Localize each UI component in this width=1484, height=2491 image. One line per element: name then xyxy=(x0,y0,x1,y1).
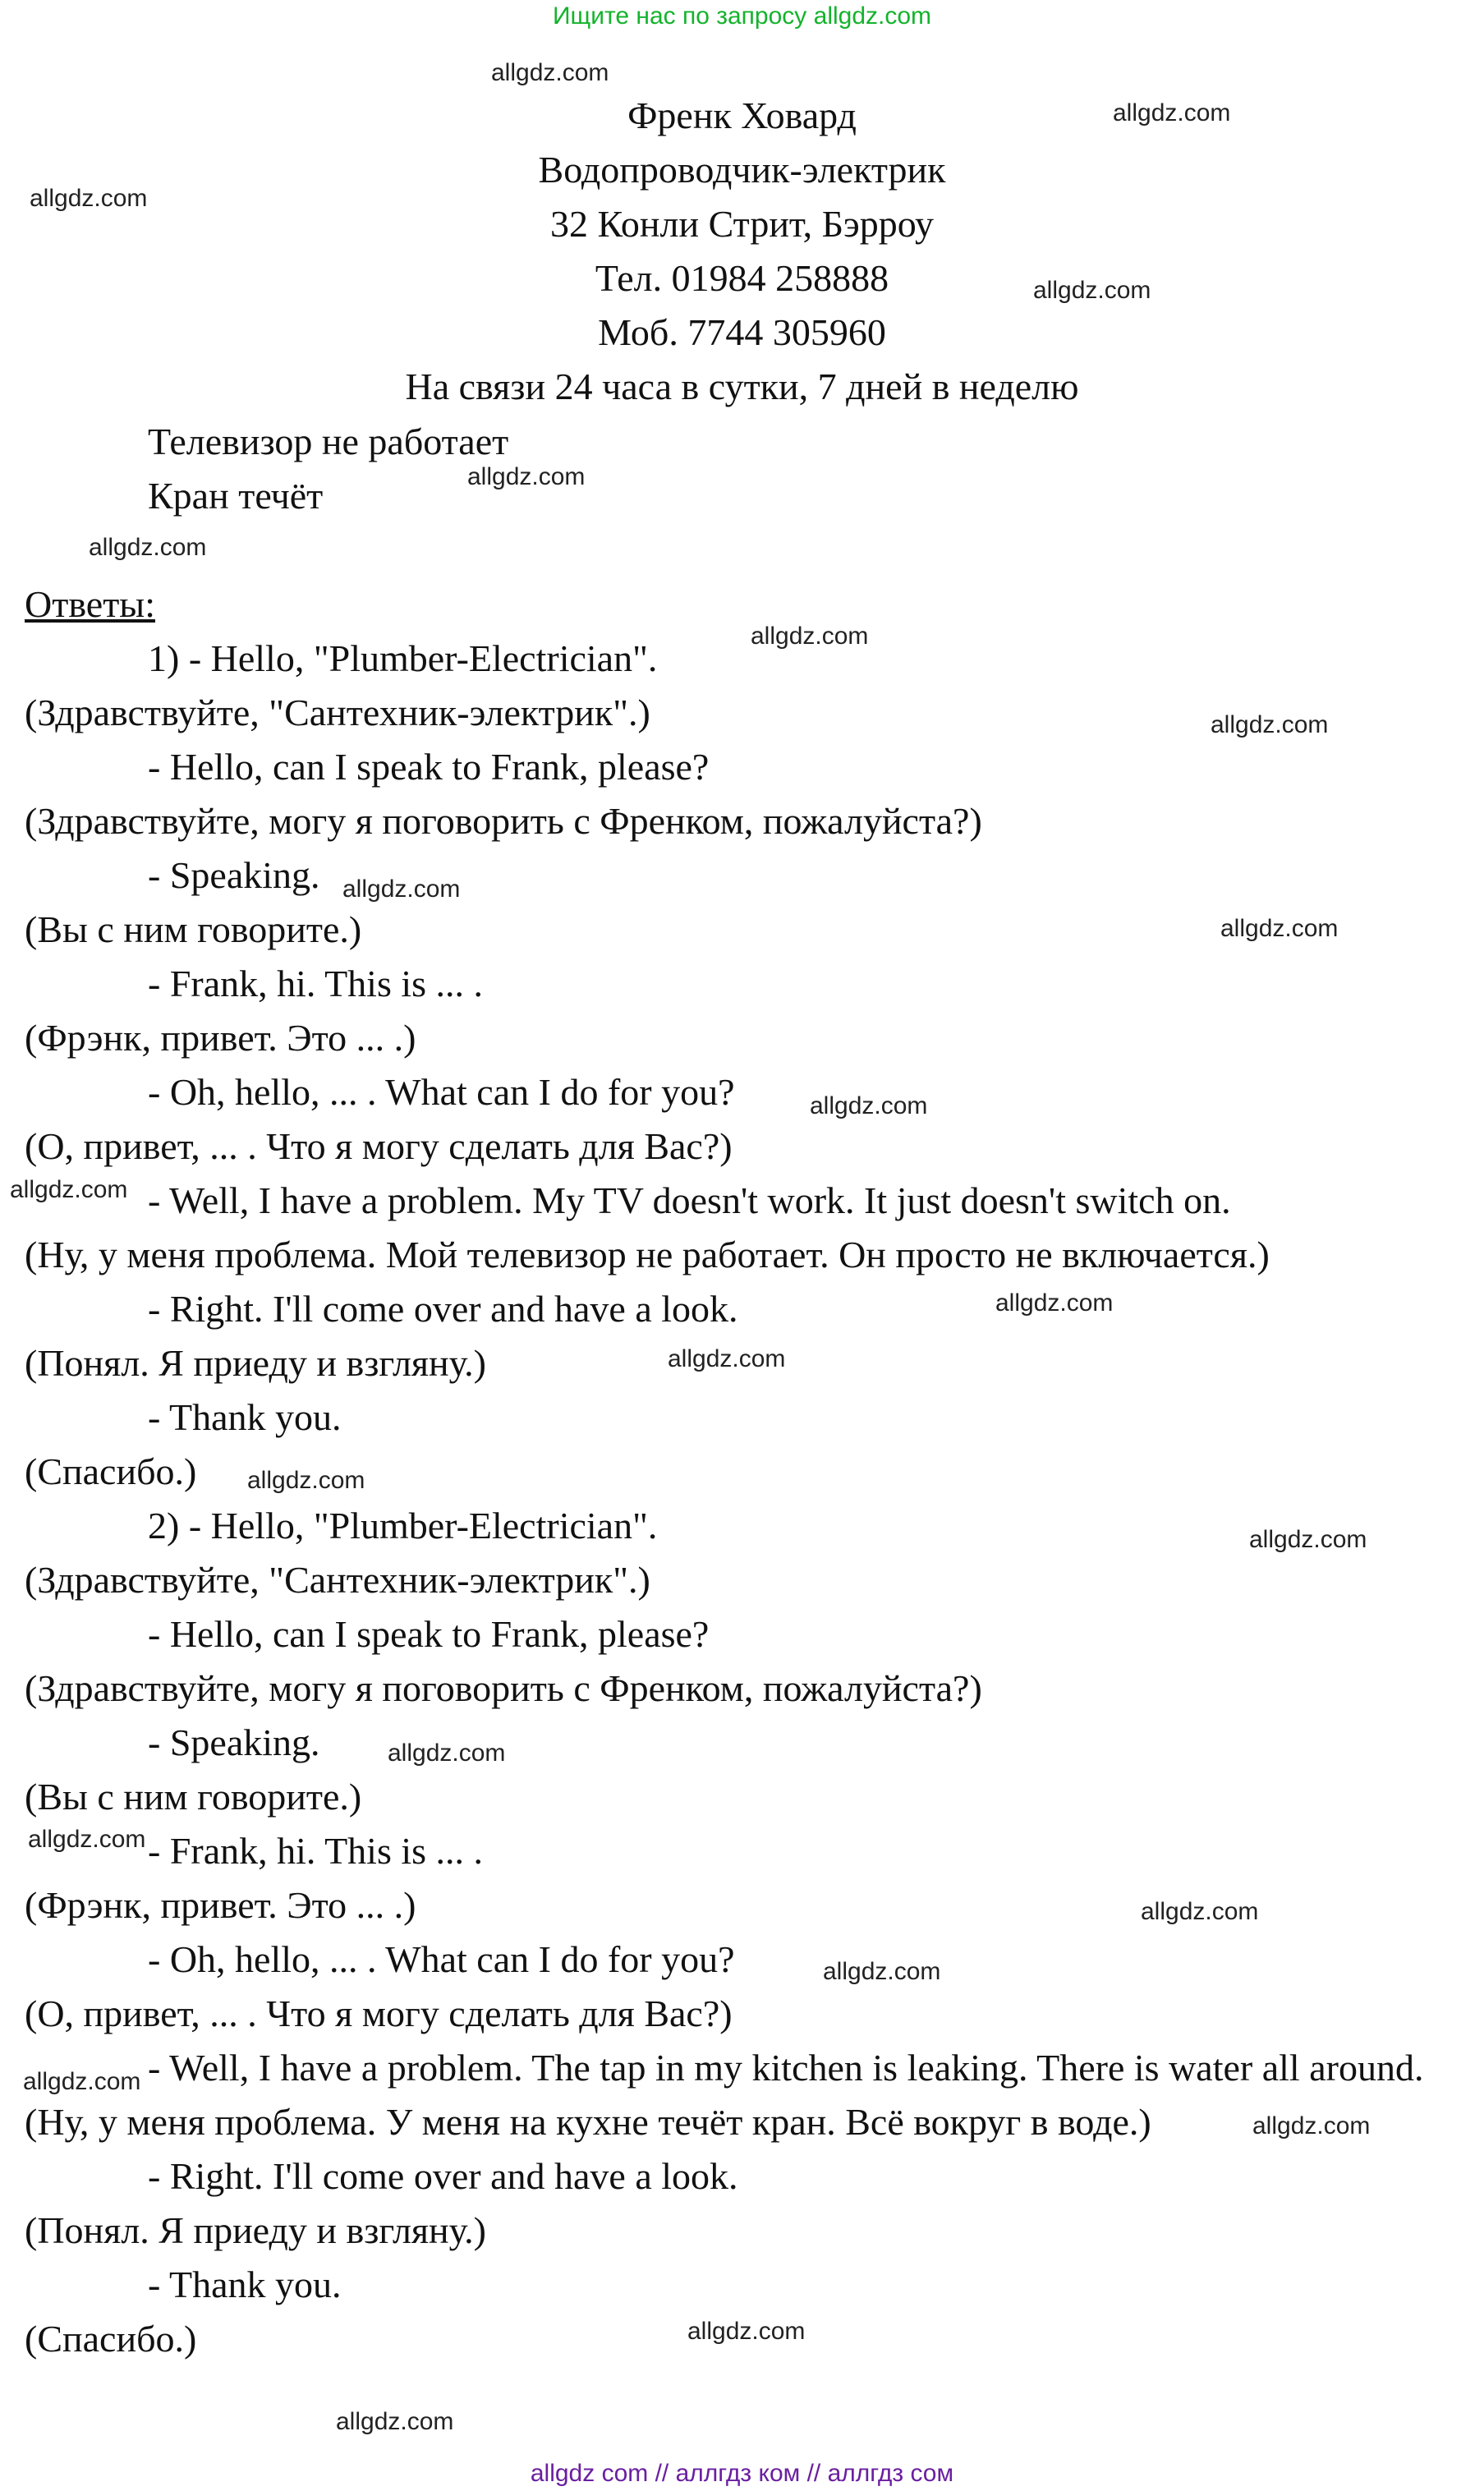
note-tv: Телевизор не работает xyxy=(148,421,509,462)
watermark: allgdz.com xyxy=(336,2408,454,2435)
dialogue-translation: (Здравствуйте, "Сантехник-электрик".) xyxy=(25,692,650,733)
watermark: allgdz.com xyxy=(995,1289,1114,1317)
watermark: allgdz.com xyxy=(342,876,461,903)
dialogue-translation: (Здравствуйте, могу я поговорить с Френком, пожалуйста?) xyxy=(25,1667,982,1709)
answer-body xyxy=(25,415,1459,2366)
top-banner[interactable]: Ищите нас по запросу allgdz.com xyxy=(552,2,932,30)
dialogue-line: - Frank, hi. This is ... . xyxy=(148,1830,484,1872)
contact-phone: Тел. 01984 258888 xyxy=(595,257,889,299)
watermark: allgdz.com xyxy=(1211,711,1329,738)
dialogue-translation: (Вы с ним говорите.) xyxy=(25,1776,362,1818)
note-tap: Кран течёт xyxy=(148,475,324,517)
watermark: allgdz.com xyxy=(247,1467,365,1494)
watermark: allgdz.com xyxy=(1252,2112,1371,2139)
watermark: allgdz.com xyxy=(687,2318,806,2345)
dialogue-translation: (Спасибо.) xyxy=(25,2318,197,2360)
dialogue-line: 2) - Hello, "Plumber-Electrician". xyxy=(148,1505,658,1547)
watermark: allgdz.com xyxy=(388,1740,506,1767)
watermark: allgdz.com xyxy=(1141,1898,1259,1925)
dialogue-2 xyxy=(25,1499,1459,2366)
spacer xyxy=(25,523,1459,577)
dialogue-translation: (Ну, у меня проблема. Мой телевизор не работает. Он просто не включается.) xyxy=(25,1234,1270,1275)
dialogue-line: - Right. I'll come over and have a look. xyxy=(148,2155,738,2197)
dialogue-line: - Hello, can I speak to Frank, please? xyxy=(148,1613,710,1655)
watermark: allgdz.com xyxy=(810,1092,928,1119)
dialogue-line: - Thank you. xyxy=(148,2264,342,2305)
watermark: allgdz.com xyxy=(491,59,609,86)
dialogue-line: - Thank you. xyxy=(148,1396,342,1438)
bottom-banner[interactable]: allgdz com // аллгдз ком // аллгдз сом xyxy=(530,2460,954,2487)
contact-address: 32 Конли Стрит, Бэрроу xyxy=(550,203,934,245)
dialogue-line: 1) - Hello, "Plumber-Electrician". xyxy=(148,637,658,679)
dialogue-translation: (Понял. Я приеду и взгляну.) xyxy=(25,2209,486,2251)
dialogue-line: - Well, I have a problem. The tap in my kitchen is leaking. There is water all around. xyxy=(148,2047,1424,2089)
dialogue-line: - Speaking. xyxy=(148,854,320,896)
dialogue-translation: (Вы с ним говорите.) xyxy=(25,908,362,950)
watermark: allgdz.com xyxy=(668,1345,786,1372)
contact-name: Френк Ховард xyxy=(627,94,857,136)
watermark: allgdz.com xyxy=(89,534,207,561)
dialogue-line: - Hello, can I speak to Frank, please? xyxy=(148,746,710,788)
dialogue-line: - Speaking. xyxy=(148,1721,320,1763)
contact-availability: На связи 24 часа в сутки, 7 дней в неделю xyxy=(405,365,1079,407)
dialogue-translation: (Фрэнк, привет. Это ... .) xyxy=(25,1017,416,1059)
dialogue-line: - Oh, hello, ... . What can I do for you? xyxy=(148,1071,735,1113)
watermark: allgdz.com xyxy=(751,623,869,650)
contact-mobile: Моб. 7744 305960 xyxy=(598,311,886,353)
watermark: allgdz.com xyxy=(1033,277,1151,304)
dialogue-translation: (Здравствуйте, "Сантехник-электрик".) xyxy=(25,1559,650,1601)
dialogue-line: - Right. I'll come over and have a look. xyxy=(148,1288,738,1330)
watermark: allgdz.com xyxy=(467,463,586,490)
watermark: allgdz.com xyxy=(1220,915,1339,942)
dialogue-translation: (Понял. Я приеду и взгляну.) xyxy=(25,1342,486,1384)
contact-header xyxy=(0,89,1484,414)
dialogue-line: - Oh, hello, ... . What can I do for you? xyxy=(148,1938,735,1980)
dialogue-translation: (Фрэнк, привет. Это ... .) xyxy=(25,1884,416,1926)
watermark: allgdz.com xyxy=(30,185,148,212)
answers-label: Ответы: xyxy=(25,583,155,625)
dialogue-translation: (Спасибо.) xyxy=(25,1450,197,1492)
watermark: allgdz.com xyxy=(1249,1526,1367,1553)
dialogue-line: - Frank, hi. This is ... . xyxy=(148,963,484,1004)
watermark: allgdz.com xyxy=(10,1176,128,1203)
watermark: allgdz.com xyxy=(1113,99,1231,126)
watermark: allgdz.com xyxy=(28,1826,146,1853)
dialogue-translation: (О, привет, ... . Что я могу сделать для Вас?) xyxy=(25,1992,733,2034)
dialogue-translation: (О, привет, ... . Что я могу сделать для Вас?) xyxy=(25,1125,733,1167)
dialogue-translation: (Ну, у меня проблема. У меня на кухне течёт кран. Всё вокруг в воде.) xyxy=(25,2101,1151,2143)
dialogue-translation: (Здравствуйте, могу я поговорить с Френком, пожалуйста?) xyxy=(25,800,982,842)
watermark: allgdz.com xyxy=(23,2068,141,2095)
dialogue-line: - Well, I have a problem. My TV doesn't work. It just doesn't switch on. xyxy=(148,1179,1231,1221)
contact-profession: Водопроводчик-электрик xyxy=(538,149,946,191)
watermark: allgdz.com xyxy=(823,1958,941,1985)
